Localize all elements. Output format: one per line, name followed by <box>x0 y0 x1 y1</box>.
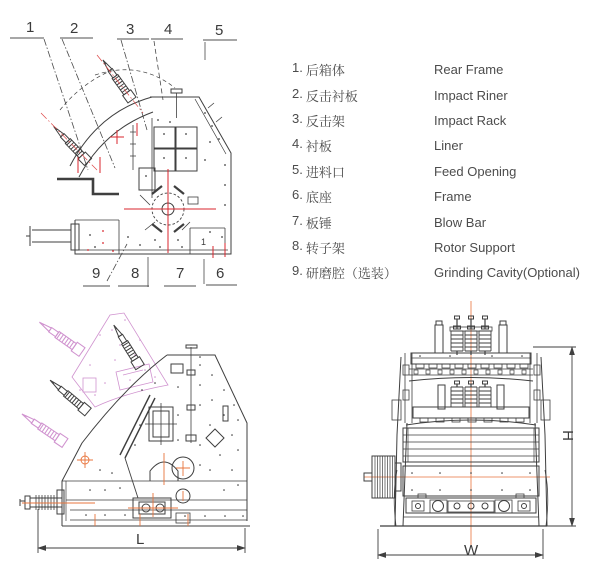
part-number: 8. <box>292 237 303 253</box>
part-name-zh: 板锤 <box>305 215 332 231</box>
callout-3: 3 <box>126 21 135 38</box>
part-number: 1. <box>292 60 303 76</box>
part-name-zh: 衬板 <box>305 139 332 155</box>
legend-row <box>292 235 607 260</box>
callout-6: 6 <box>216 265 225 282</box>
cross-section-drawing <box>0 0 290 295</box>
parts-legend <box>292 57 607 286</box>
tension-cylinder-upper <box>110 322 145 369</box>
part-number: 5. <box>292 161 303 177</box>
part-name-zh: 研磨腔（选装） <box>305 266 397 282</box>
part-name-en: Rotor Support <box>434 239 515 255</box>
part-name-zh: 后箱体 <box>305 63 345 79</box>
part-name-zh: 转子架 <box>305 240 345 256</box>
part-name-zh: 底座 <box>305 190 332 206</box>
callout-2: 2 <box>70 20 79 37</box>
legend-row <box>292 159 607 184</box>
side-view-drawing <box>0 295 300 575</box>
part-name-en: Impact Rack <box>434 112 507 128</box>
part-name-en: Rear Frame <box>434 62 504 78</box>
callout-9: 9 <box>92 265 101 282</box>
tension-cylinder-lower <box>50 123 92 166</box>
part-name-zh: 进料口 <box>305 164 345 180</box>
width-dimension <box>378 529 543 559</box>
legend-row <box>292 133 607 158</box>
part-number: 6. <box>292 187 303 203</box>
part-name-en: Feed Opening <box>434 163 517 179</box>
legend-row <box>292 260 607 285</box>
part-number: 3. <box>292 110 303 126</box>
phantom-cylinder-lower <box>19 410 68 448</box>
legend-row <box>292 82 607 107</box>
inner-part-label: 1 <box>201 237 207 247</box>
part-number: 9. <box>292 263 303 279</box>
phantom-outline <box>72 313 168 407</box>
part-name-zh: 反击架 <box>305 113 345 129</box>
callout-8: 8 <box>131 265 140 282</box>
part-name-en: Grinding Cavity(Optional) <box>434 265 580 281</box>
part-name-en: Liner <box>434 138 463 154</box>
legend-row <box>292 57 607 82</box>
part-name-en: Frame <box>434 189 472 205</box>
phantom-cylinder-upper <box>36 318 85 356</box>
height-dim-label: H <box>558 430 576 441</box>
callout-1: 1 <box>26 19 35 36</box>
legend-row <box>292 209 607 234</box>
callout-4: 4 <box>164 21 173 38</box>
centerlines-orange <box>22 452 190 526</box>
length-dim-label: L <box>136 531 145 548</box>
part-name-en: Blow Bar <box>434 214 487 230</box>
part-name-en: Impact Riner <box>434 87 508 103</box>
legend-row <box>292 184 607 209</box>
tension-cylinder-lower <box>47 376 91 415</box>
callout-7: 7 <box>176 265 185 282</box>
part-name-zh: 反击衬板 <box>305 88 358 104</box>
bolt-dots <box>90 113 225 247</box>
legend-row <box>292 108 607 133</box>
part-number: 7. <box>292 212 303 228</box>
callout-underlines <box>10 38 237 286</box>
callout-5: 5 <box>215 22 224 39</box>
part-number: 2. <box>292 85 303 101</box>
width-dim-label: W <box>464 542 479 559</box>
centerlines-orange <box>364 301 550 547</box>
part-number: 4. <box>292 136 303 152</box>
